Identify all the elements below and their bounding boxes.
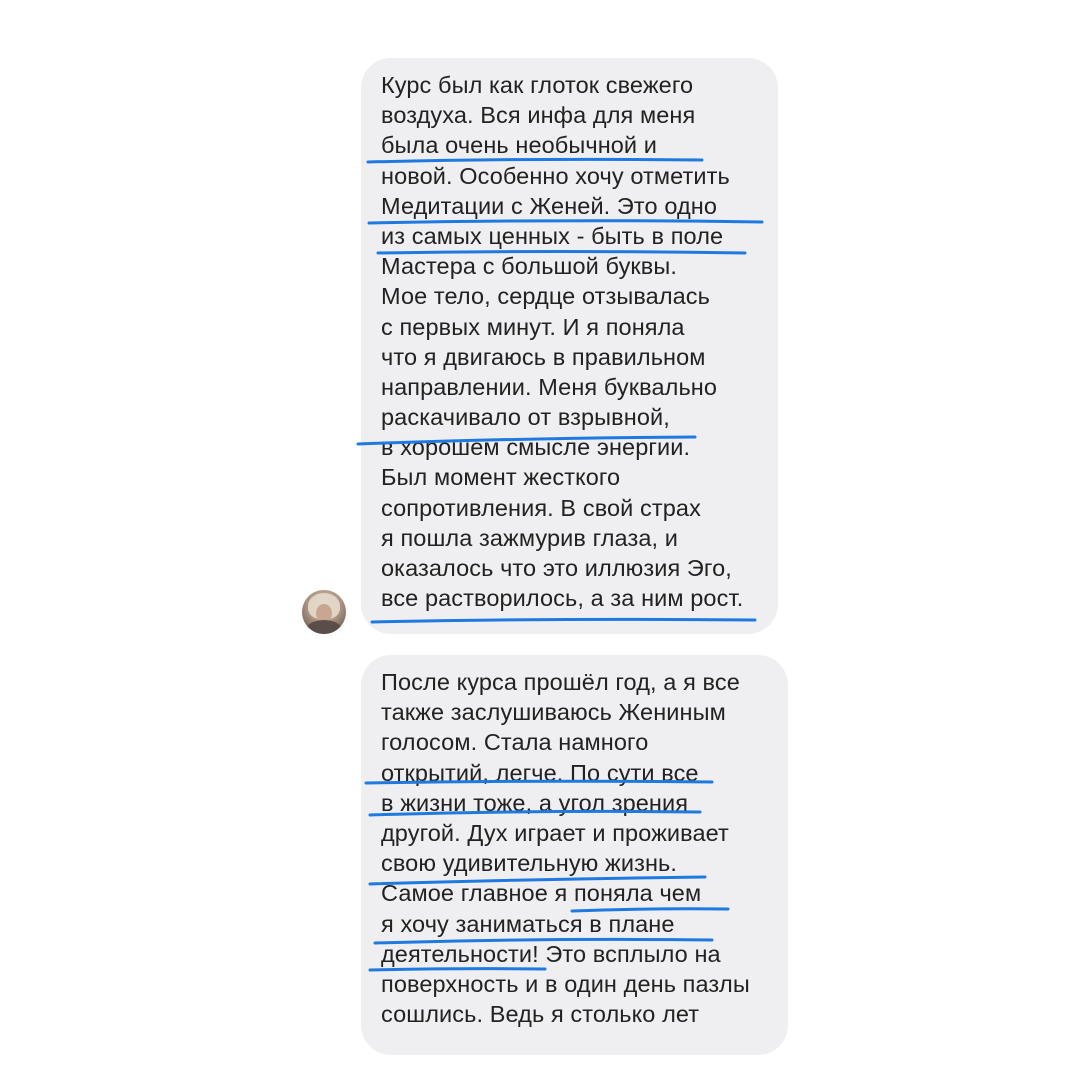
message-line: голосом. Стала намного [381, 729, 649, 756]
message-line: что я двигаюсь в правильном [381, 343, 706, 370]
avatar-body [306, 620, 342, 634]
message-line: другой. Дух играет и проживает [381, 819, 729, 846]
message-line: Самое главное я поняла чем [381, 880, 702, 907]
message-line: После курса прошёл год, а я все [381, 669, 740, 695]
message-line: была очень необычной и [381, 132, 658, 159]
message-line: Был момент жесткого [381, 464, 621, 491]
message-line: воздуха. Вся инфа для меня [381, 102, 696, 129]
message-line: свою удивительную жизнь. [381, 850, 678, 877]
message-line: все растворилось, а за ним рост. [381, 585, 744, 612]
message-line: Мое тело, сердце отзывалась [381, 283, 711, 310]
message-line: новой. Особенно хочу отметить [381, 162, 730, 189]
message-line: в хорошем смысле энергии. [381, 434, 691, 461]
message-line: сопротивления. В свой страх [381, 494, 701, 521]
message-line: оказалось что это иллюзия Эго, [381, 555, 732, 581]
message-line: из самых ценных - быть в поле [381, 222, 724, 249]
message-line: сошлись. Ведь я столько лет [381, 1001, 700, 1028]
message-bubble-1[interactable] [361, 58, 778, 634]
message-line: деятельности! Это всплыло на [381, 940, 721, 967]
message-line: также заслушиваюсь Жениным [381, 699, 726, 726]
message-line: Курс был как глоток свежего [381, 72, 694, 98]
message-line: с первых минут. И я поняла [381, 313, 685, 340]
message-line: я пошла зажмурив глаза, и [381, 524, 678, 551]
message-line: открытий, легче. По сути все [381, 759, 699, 786]
message-line: направлении. Меня буквально [381, 373, 718, 400]
message-bubble-2[interactable] [361, 655, 788, 1055]
message-line: я хочу заниматься в плане [381, 910, 675, 937]
message-line: в жизни тоже, а угол зрения [381, 789, 689, 816]
message-line: Мастера с большой буквы. [381, 253, 678, 280]
user-avatar-icon[interactable] [302, 590, 346, 634]
message-line: поверхность и в один день пазлы [381, 970, 750, 997]
message-line: Медитации с Женей. Это одно [381, 192, 718, 219]
message-line: раскачивало от взрывной, [381, 404, 670, 431]
